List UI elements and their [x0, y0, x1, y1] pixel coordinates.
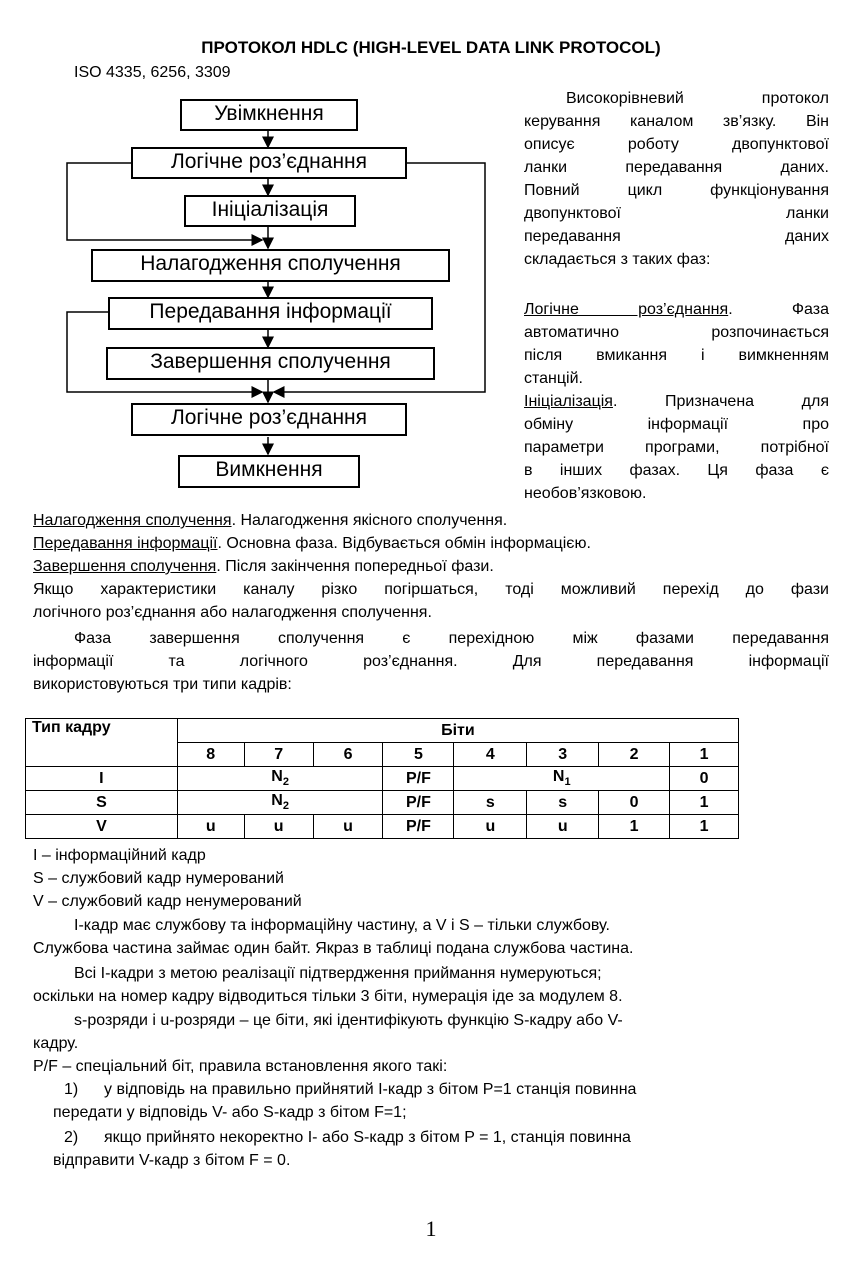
cell-text: N	[271, 792, 283, 810]
list-item-2-cont: відправити V-кадр з бітом F = 0.	[53, 1152, 291, 1169]
bit-number: 4	[454, 743, 527, 767]
phase-transfer-line	[33, 532, 829, 555]
cell-bit3: s	[527, 791, 599, 815]
cell-pf: P/F	[383, 767, 454, 791]
cell-bit4: u	[454, 815, 527, 839]
phase-text: автоматично розпочинається	[524, 324, 829, 341]
intro-line: Високорівневий протокол	[566, 90, 829, 107]
cell-bit1: 1	[670, 791, 739, 815]
term-data-transfer: Передавання інформації	[33, 535, 218, 552]
header-frame-type: Тип кадру	[26, 719, 178, 767]
intro-line: керування каналом зв’язку. Він	[524, 113, 829, 130]
phase-text: в інших фазах. Ця фаза є	[524, 462, 829, 479]
paragraph-line: інформації та логічного роз’єднання. Для передавання інформації	[33, 653, 829, 670]
cell-bit1: 0	[670, 767, 739, 791]
page-number: 1	[425, 1216, 437, 1241]
frame-bits-table	[25, 718, 739, 839]
cell-n2	[177, 767, 383, 791]
phase-text: . Налагодження якісного сполучення.	[231, 512, 508, 529]
legend-i: I – інформаційний кадр	[33, 847, 206, 864]
flow-power-off: Вимкнення	[178, 455, 360, 488]
page-title: ПРОТОКОЛ HDLC (HIGH-LEVEL DATA LINK PROTOCOL)	[201, 38, 661, 57]
bit-number: 1	[670, 743, 739, 767]
table-row	[26, 767, 739, 791]
body-line: кадру.	[33, 1035, 79, 1052]
phase-text: обміну інформації про	[524, 416, 829, 433]
bit-number: 7	[244, 743, 313, 767]
frame-type-i: I	[26, 767, 178, 791]
body-line: Службова частина займає один байт. Якраз в таблиці подана службова частина.	[33, 940, 634, 957]
phase-setup-line	[33, 509, 829, 532]
phase-text: після вмикання і вимкненням	[524, 347, 829, 364]
intro-paragraph	[524, 87, 829, 271]
term-connection-setup: Налагодження сполучення	[33, 512, 232, 529]
header-bits: Біти	[177, 719, 738, 743]
body-line: s-розряди і u-розряди – це біти, які ідентифікують функцію S-кадру або V-	[74, 1012, 623, 1029]
phase-text: необов’язковою.	[524, 485, 647, 502]
bit-number: 8	[177, 743, 244, 767]
term-initialization: Ініціалізація	[524, 393, 613, 410]
list-item-1: у відповідь на правильно прийнятий I-кадр з бітом P=1 станція повинна	[104, 1081, 637, 1098]
cell-bit8: u	[177, 815, 244, 839]
paragraph-line: логічного роз’єднання або налагодження сполучення.	[33, 604, 432, 621]
bit-number: 3	[527, 743, 599, 767]
phase-text: . Призначена для	[612, 393, 829, 410]
term-connection-end: Завершення сполучення	[33, 558, 217, 575]
list-item-1-number: 1)	[64, 1081, 79, 1098]
cell-text: N	[271, 768, 283, 786]
cell-subscript: 2	[282, 800, 289, 813]
intro-line: описує роботу двопунктової	[524, 136, 829, 153]
cell-n1	[454, 767, 670, 791]
frame-type-v: V	[26, 815, 178, 839]
table-row	[26, 815, 739, 839]
iso-standards: ISO 4335, 6256, 3309	[74, 64, 231, 81]
flow-connection-end: Завершення сполучення	[106, 347, 435, 380]
phase-text: . Основна фаза. Відбувається обмін інформацією.	[217, 535, 591, 552]
bit-number: 6	[313, 743, 383, 767]
cell-text: N	[552, 768, 565, 786]
intro-line: складається з таких фаз:	[524, 251, 711, 268]
legend-v: V – службовий кадр ненумерований	[33, 893, 302, 910]
frame-type-s: S	[26, 791, 178, 815]
cell-subscript: 2	[282, 776, 289, 789]
flow-initialization: Ініціалізація	[184, 195, 356, 227]
list-item-2-number: 2)	[64, 1129, 79, 1146]
phase-text: параметри програми, потрібної	[524, 439, 829, 456]
cell-bit3: u	[527, 815, 599, 839]
cell-bit2: 1	[599, 815, 670, 839]
flow-logical-disconnect-2: Логічне роз’єднання	[131, 403, 407, 436]
paragraph-line: використовуються три типи кадрів:	[33, 676, 292, 693]
flow-logical-disconnect-1: Логічне роз’єднання	[131, 147, 407, 179]
phase-end-line	[33, 555, 829, 578]
cell-pf: P/F	[383, 815, 454, 839]
bit-number: 5	[383, 743, 454, 767]
cell-bit6: u	[313, 815, 383, 839]
phase-text: . Після закінчення попередньої фази.	[216, 558, 494, 575]
intro-line: ланки передавання даних.	[524, 159, 829, 176]
table-row	[26, 791, 739, 815]
intro-line: передавання даних	[524, 228, 829, 245]
term-logical-disconnect: Логічне роз’єднання	[524, 301, 729, 318]
body-line: P/F – спеціальний біт, правила встановлення якого такі:	[33, 1058, 448, 1075]
intro-line: Повний цикл функціонування	[524, 182, 829, 199]
phase-logical-disconnect	[524, 298, 829, 505]
cell-bit4: s	[454, 791, 527, 815]
cell-bit7: u	[244, 815, 313, 839]
cell-n2	[177, 791, 383, 815]
bit-number: 2	[599, 743, 670, 767]
cell-subscript: 1	[564, 776, 571, 789]
flow-power-on: Увімкнення	[180, 99, 358, 131]
cell-bit1: 1	[670, 815, 739, 839]
flow-data-transfer: Передавання інформації	[108, 297, 433, 330]
intro-line: двопунктової ланки	[524, 205, 829, 222]
body-line: Всі I-кадри з метою реалізації підтвердження приймання нумеруються;	[74, 965, 602, 982]
body-line: оскільки на номер кадру відводиться тільки 3 біти, нумерація іде за модулем 8.	[33, 988, 623, 1005]
phase-text: станцій.	[524, 370, 583, 387]
paragraph-line: Фаза завершення сполучення є перехідною між фазами передавання	[74, 630, 829, 647]
list-item-1-cont: передати у відповідь V- або S-кадр з бітом F=1;	[53, 1104, 407, 1121]
list-item-2: якщо прийнято некоректно I- або S-кадр з бітом P = 1, станція повинна	[104, 1129, 631, 1146]
cell-pf: P/F	[383, 791, 454, 815]
paragraph-line: Якщо характеристики каналу різко погіршаться, тоді можливий перехід до фази	[33, 581, 829, 598]
legend-s: S – службовий кадр нумерований	[33, 870, 284, 887]
flow-connection-setup: Налагодження сполучення	[91, 249, 450, 282]
cell-bit2: 0	[599, 791, 670, 815]
phase-text: . Фаза	[728, 301, 829, 318]
body-line: I-кадр має службову та інформаційну частину, а V і S – тільки службову.	[74, 917, 610, 934]
